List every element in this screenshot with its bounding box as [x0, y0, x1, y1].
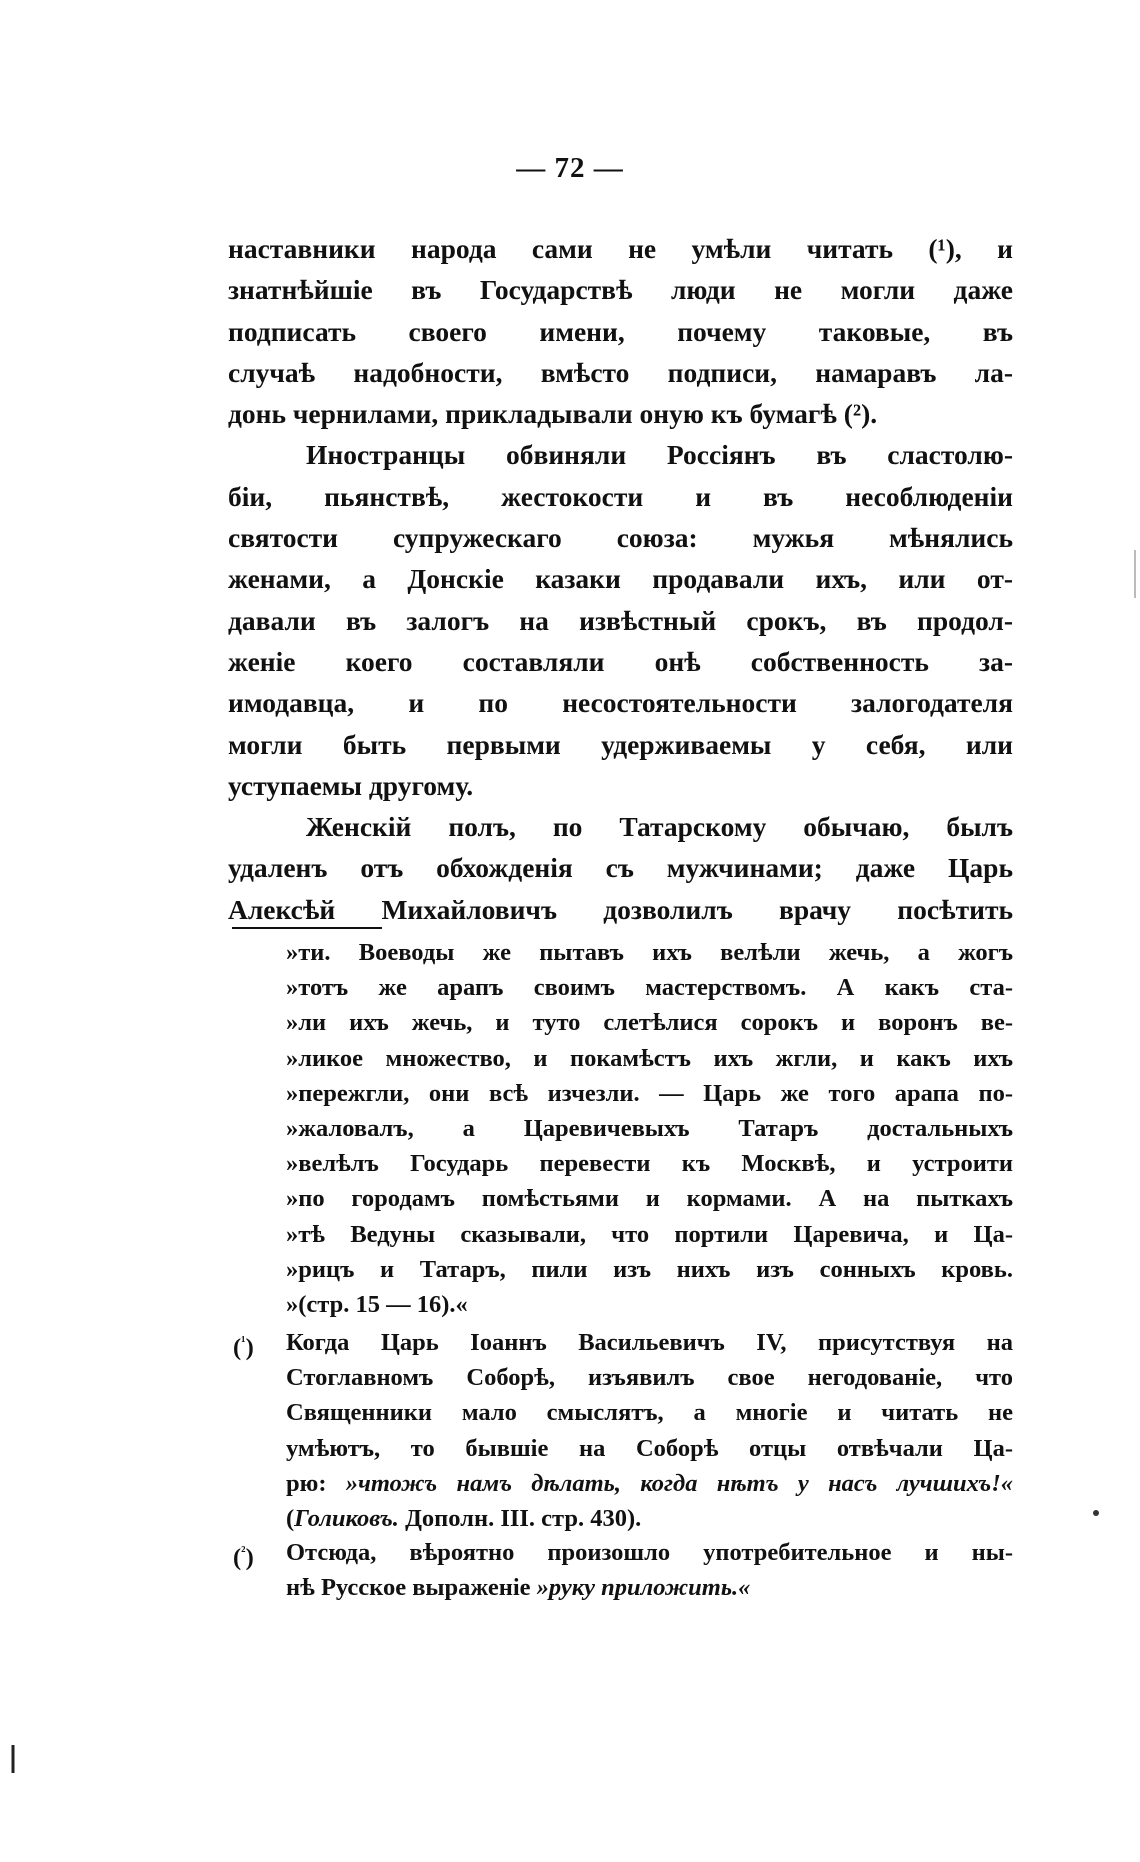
footnote-separator [232, 927, 382, 929]
text-line: удаленъ отъ обхожденія съ мужчинами; даже Царь [228, 852, 1013, 884]
scan-speck-mark [1092, 1508, 1100, 1518]
page-number: — 72 — [516, 152, 624, 184]
note-line: »рицъ и Татаръ, пили изъ нихъ изъ сонныхъ кровь. [286, 1255, 1013, 1283]
note-line: »велѣлъ Государь перевести къ Москвѣ, и устроити [286, 1150, 1013, 1178]
text-line: знатнѣйшіе въ Государствѣ люди не могли даже [228, 274, 1013, 306]
text-line: святости супружескаго союза: мужья мѣнялись [228, 522, 1013, 554]
footnote-line: рю: »чтожъ намъ дѣлать, когда нѣтъ у насъ лучшихъ!« [286, 1469, 1014, 1497]
note-line: »ли ихъ жечь, и туто слетѣлися сорокъ и воронъ ве- [286, 1009, 1013, 1037]
text-line: Женскій полъ, по Татарскому обычаю, былъ [306, 811, 1013, 843]
text-line: могли быть первыми удерживаемы у себя, или [228, 728, 1013, 760]
paragraph-2 [228, 434, 1013, 806]
footnote-line: Отсюда, вѣроятно произошло употребительное и ны- [286, 1539, 1013, 1566]
text-line: Иностранцы обвиняли Россіянъ въ сластолю- [306, 439, 1013, 471]
note-line: »ти. Воеводы же пытавъ ихъ велѣли жечь, а жогъ [286, 939, 1013, 966]
main-text [228, 228, 1013, 930]
note-line: »тѣ Ведуны сказывали, что портили Царевича, и Ца- [286, 1220, 1013, 1248]
footnote-line: (Голиковъ. Дополн. III. стр. 430). [286, 1505, 642, 1533]
footnote-quote: »чтожъ намъ дѣлать, когда нѣтъ у насъ лучшихъ!« [345, 1469, 1014, 1497]
text-line: имодавца, и по несостоятельности залогодателя [228, 687, 1013, 719]
footnote-quote: »руку приложить.« [536, 1574, 751, 1602]
note-line: »(стр. 15 — 16).« [286, 1291, 468, 1319]
quote-continuation [286, 935, 1013, 1322]
footnote-line: Стоглавномъ Соборѣ, изъявилъ свое негодованіе, что [286, 1364, 1013, 1392]
scan-speck-mark [1132, 550, 1138, 600]
text-line: женами, а Донскіе казаки продавали ихъ, или от- [228, 563, 1013, 595]
note-line: »тотъ же арапъ своимъ мастерствомъ. А какъ ста- [286, 974, 1013, 1002]
footnote-body [228, 1325, 1013, 1536]
paragraph-1 [228, 228, 1013, 434]
note-line: »жаловалъ, а Царевичевыхъ Татаръ достальныхъ [286, 1115, 1013, 1143]
footnote-marker: ($^{^1}$) [233, 1334, 254, 1362]
paragraph-3 [228, 806, 1013, 930]
text-line: уступаемы другому. [228, 769, 474, 801]
text-line: подписать своего имени, почему таковые, въ [228, 315, 1013, 347]
footnote-1 [228, 1325, 1013, 1536]
text-line: Алексѣй Михайловичъ дозволилъ врачу посѣтить [228, 893, 1013, 925]
footnote-line: нѣ Русское выраженіе »руку приложить.« [286, 1574, 751, 1602]
text-line: женіе коего составляли онѣ собственность за- [228, 645, 1013, 677]
footnote-line: Священники мало смыслятъ, а многіе и читать не [286, 1399, 1013, 1427]
footnote-line: умѣютъ, то бывшіе на Соборѣ отцы отвѣчали Ца- [286, 1434, 1013, 1462]
text-line: донь чернилами, прикладывали оную къ бумагѣ (²). [228, 398, 878, 430]
text-line: давали въ залогъ на извѣстный срокъ, въ продол- [228, 604, 1013, 636]
scan-speck-mark [8, 1745, 18, 1775]
footnote-body [228, 1535, 1013, 1605]
note-line: »пережгли, они всѣ изчезли. — Царь же того арапа по- [286, 1079, 1013, 1107]
note-line: »ликое множество, и покамѣстъ ихъ жгли, и какъ ихъ [286, 1044, 1013, 1072]
footnote-marker: ($^{^2}$) [233, 1544, 254, 1572]
footnote-2 [228, 1535, 1013, 1605]
footnote-line: Когда Царь Іоаннъ Васильевичъ IV, присутствуя на [286, 1329, 1013, 1356]
note-line: »по городамъ помѣстьями и кормами. А на пыткахъ [286, 1185, 1013, 1213]
text-line: біи, пьянствѣ, жестокости и въ несоблюденіи [228, 480, 1013, 512]
text-line: наставники народа сами не умѣли читать (¹), и [228, 233, 1013, 264]
source-author: Голиковъ. [294, 1505, 399, 1533]
text-line: случаѣ надобности, вмѣсто подписи, намаравъ ла- [228, 356, 1013, 388]
